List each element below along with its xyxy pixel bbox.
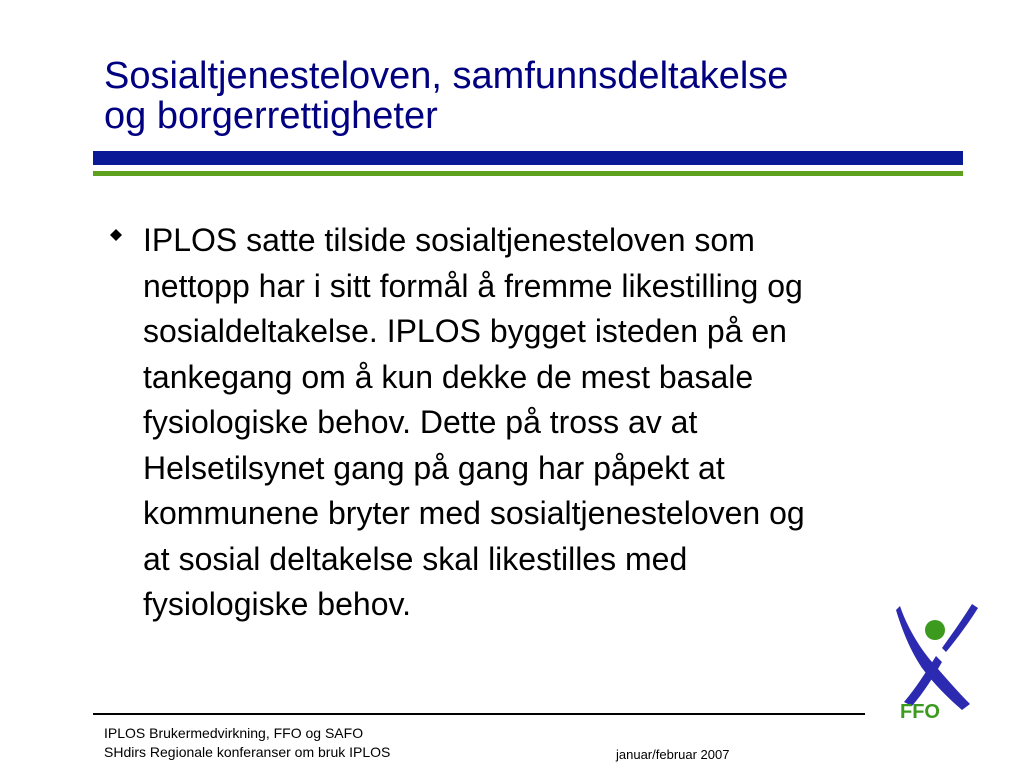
bullet-text-line: sosialdeltakelse. IPLOS bygget isteden på en (143, 313, 787, 349)
ffo-logo-text: FFO (900, 701, 940, 720)
footer-left-line: SHdirs Regionale konferanser om bruk IPLOS (104, 744, 391, 760)
diamond-bullet-icon (110, 229, 122, 241)
bullet-text-line: fysiologiske behov. (143, 586, 411, 622)
bullet-text-line: nettopp har i sitt formål å fremme likestilling og (143, 267, 803, 304)
title-divider-green (93, 171, 963, 176)
ffo-figure-logo (896, 604, 978, 710)
footer-left (104, 724, 390, 762)
bullet-text-line: Helsetilsynet gang på gang har påpekt at (143, 449, 725, 486)
bullet-text-line: tankegang om å kun dekke de mest basale (143, 358, 754, 395)
ffo-logo (892, 600, 982, 720)
bullet-text-line: at sosial deltakelse skal likestilles med (143, 540, 688, 577)
footer-divider (93, 713, 865, 715)
bullet-text-line: fysiologiske behov. Dette på tross av at (143, 404, 698, 440)
title-divider-blue (93, 151, 963, 165)
slide-title-line: Sosialtjenesteloven, samfunnsdeltakelse (104, 55, 789, 97)
bullet-text-line: kommunene bryter med sosialtjenesteloven og (143, 495, 805, 531)
footer-left-line: IPLOS Brukermedvirkning, FFO og SAFO (104, 725, 364, 741)
bullet-text-line: IPLOS satte tilside sosialtjenesteloven som (143, 222, 755, 258)
bullet-text (143, 218, 983, 628)
footer-date: januar/februar 2007 (616, 747, 730, 762)
slide-title (104, 56, 984, 136)
slide-title-line: og borgerrettigheter (104, 95, 438, 137)
